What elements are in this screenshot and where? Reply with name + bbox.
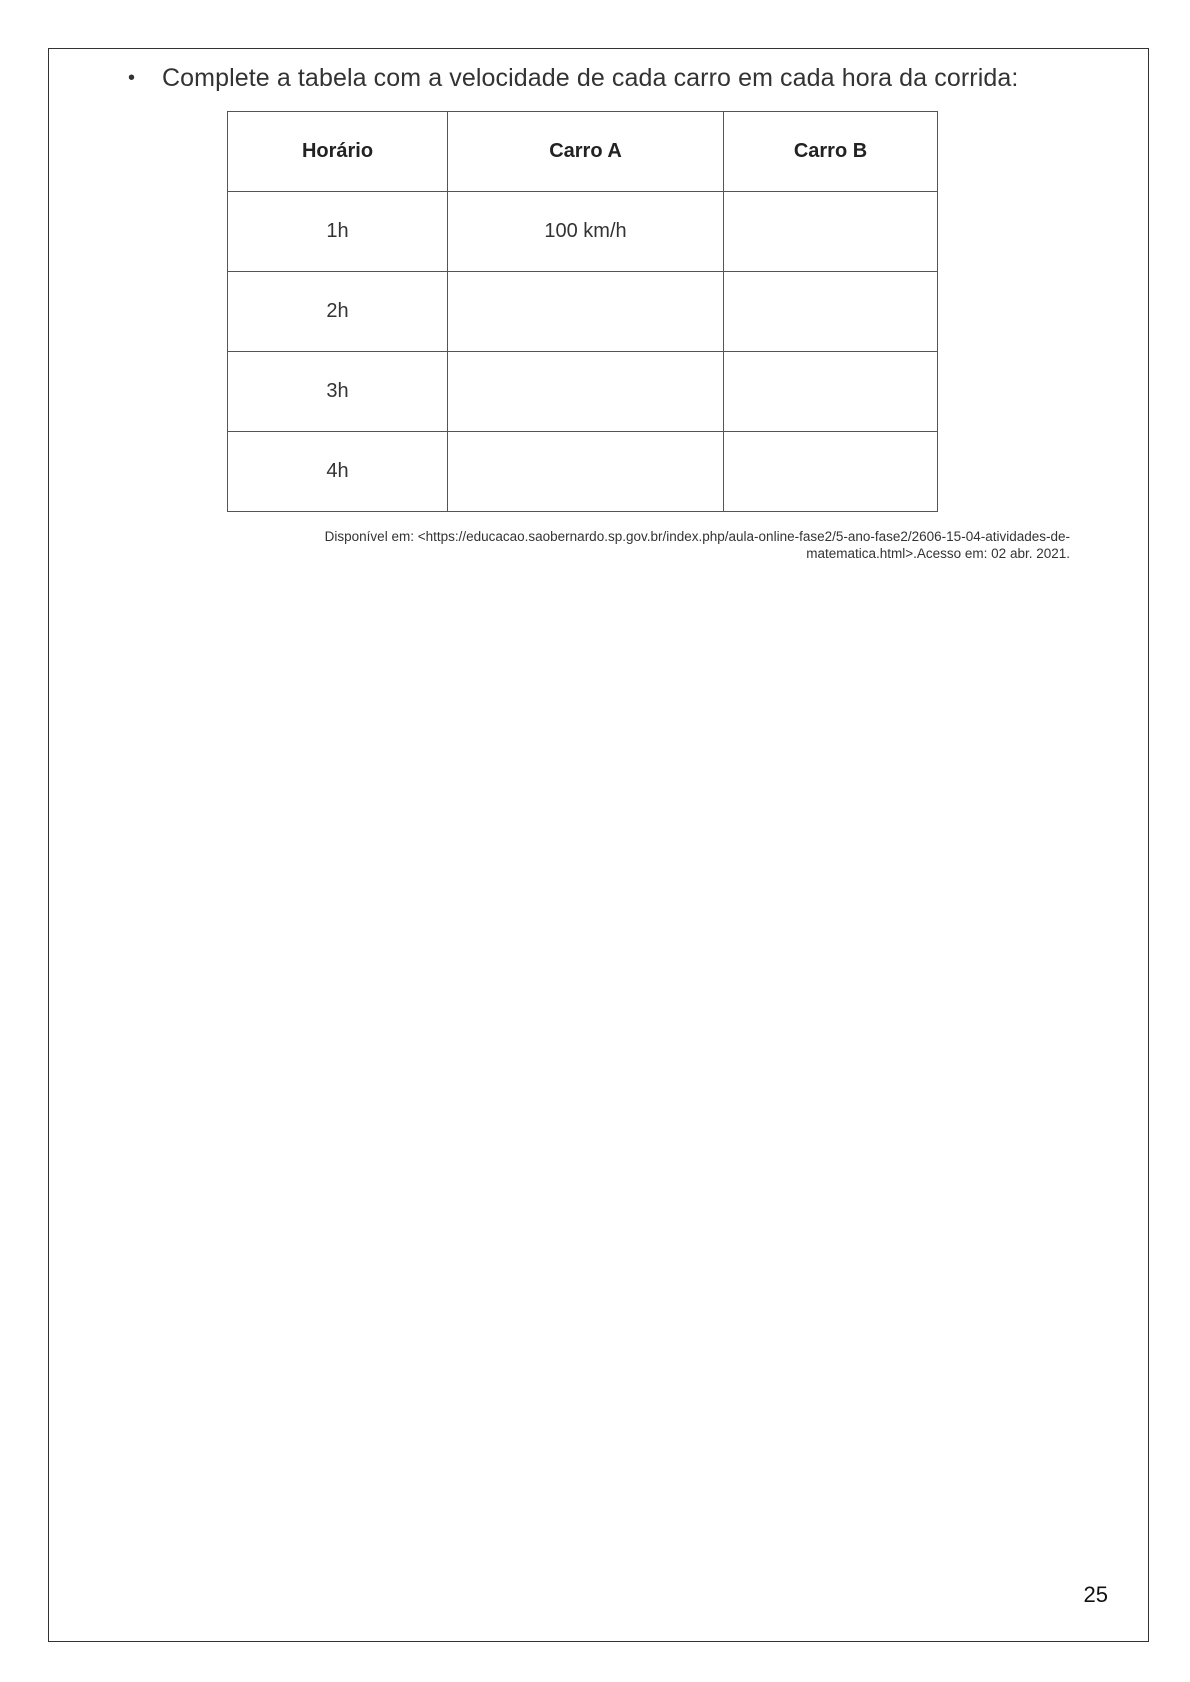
cell-carro-b [724, 272, 938, 352]
cell-carro-a [448, 272, 724, 352]
header-carro-a: Carro A [448, 112, 724, 192]
source-line-1: Disponível em: <https://educacao.saobernardo.sp.gov.br/index.php/aula-online-fase2/5-ano-fase2/2606-15-04-atividades-de- [324, 529, 1070, 544]
table-row [228, 432, 938, 512]
instruction [128, 64, 1018, 93]
cell-carro-b [724, 432, 938, 512]
table-row [228, 192, 938, 272]
cell-horario: 3h [228, 352, 448, 432]
bullet-icon: • [128, 67, 136, 89]
table-row [228, 272, 938, 352]
source-line-2: matematica.html>.Acesso em: 02 abr. 2021. [806, 546, 1070, 561]
cell-horario: 1h [228, 192, 448, 272]
cell-carro-b [724, 352, 938, 432]
cell-carro-a [448, 432, 724, 512]
instruction-text: Complete a tabela com a velocidade de cada carro em cada hora da corrida: [162, 64, 1019, 92]
cell-horario: 2h [228, 272, 448, 352]
source-citation [110, 528, 1070, 562]
header-horario: Horário [228, 112, 448, 192]
cell-carro-a: 100 km/h [448, 192, 724, 272]
cell-horario: 4h [228, 432, 448, 512]
page-number: 25 [1083, 1582, 1108, 1607]
speed-table [227, 111, 938, 512]
cell-carro-b [724, 192, 938, 272]
header-carro-b: Carro B [724, 112, 938, 192]
table-row [228, 352, 938, 432]
cell-carro-a [448, 352, 724, 432]
table-header-row [228, 112, 938, 192]
